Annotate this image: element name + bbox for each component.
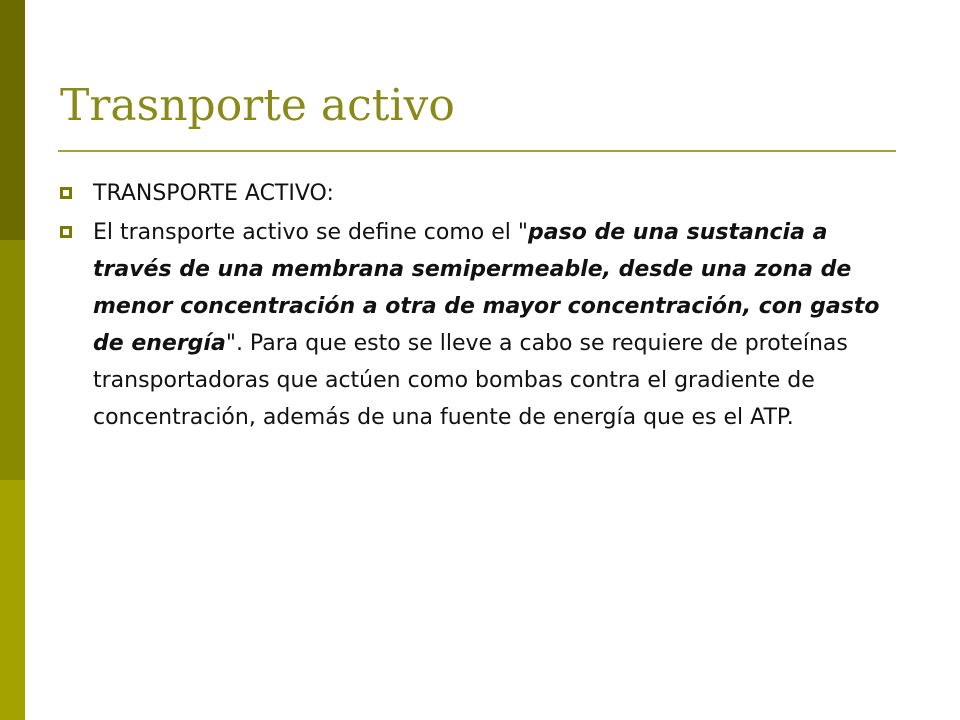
bullet-item-definition (60, 214, 900, 436)
bullet-item-heading (60, 175, 900, 212)
definition-outro: ". Para que esto se lleve a cabo se requiere de proteínas transportadoras que actúen como bombas contra el gradiente de concentración, además de una fuente de energía que es el ATP. (93, 331, 848, 430)
sidebar-band-middle (0, 240, 25, 480)
slide-title: Trasnporte activo (60, 80, 455, 131)
bullet-text: TRANSPORTE ACTIVO: (93, 181, 334, 206)
hollow-square-icon (60, 187, 72, 199)
title-underline (58, 150, 896, 152)
bullet-list (60, 175, 900, 438)
sidebar-band-top (0, 0, 25, 240)
definition-emphasis: paso de una sustancia a través de una membrana semipermeable, desde una zona de menor concentración a otra de mayor concentración, con gasto de energía (93, 220, 880, 356)
sidebar-band-bottom (0, 480, 25, 720)
hollow-square-icon (60, 226, 72, 238)
definition-intro: El transporte activo se define como el " (93, 220, 528, 245)
